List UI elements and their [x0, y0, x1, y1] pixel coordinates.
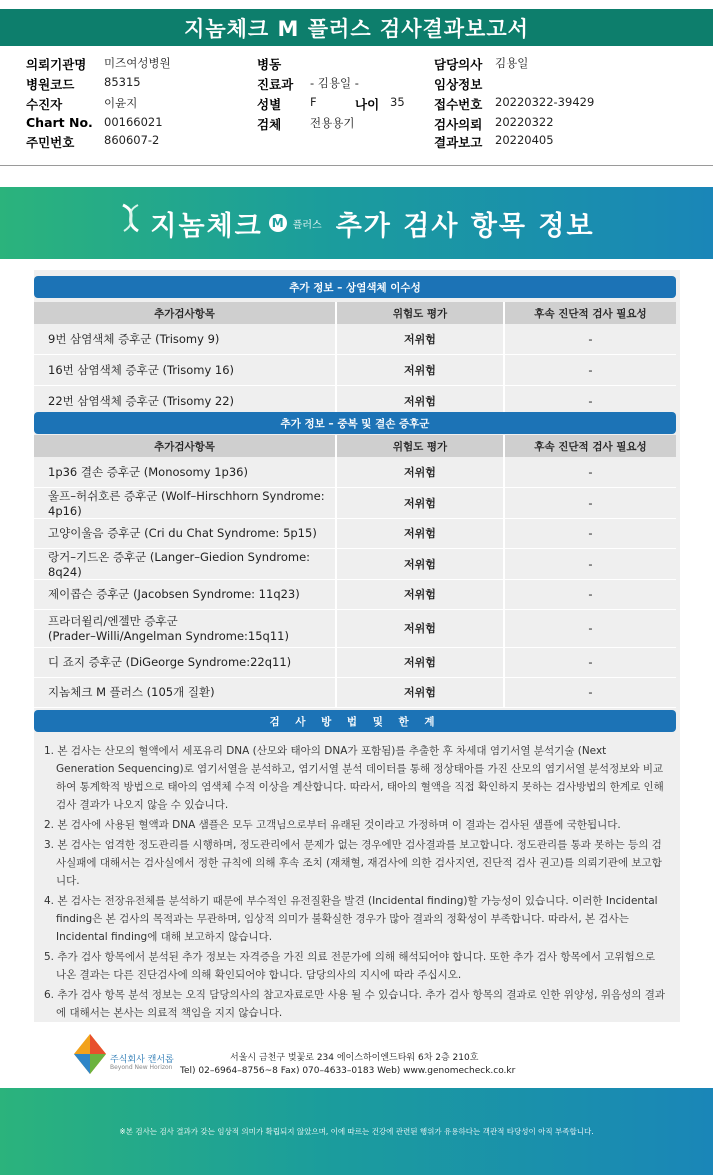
table-row: [34, 579, 676, 609]
rrn-value: 860607-2: [104, 133, 160, 147]
chart-label: Chart No.: [26, 115, 93, 130]
patient-info: [0, 52, 713, 164]
info-banner: [0, 187, 713, 259]
table-row: [34, 518, 676, 548]
col-header-followup: 후속 진단적 검사 필요성: [504, 302, 676, 324]
row-risk-value: 저위험: [336, 647, 504, 677]
genome-check-logo: [118, 203, 335, 243]
row-risk-value: 저위험: [336, 518, 504, 548]
sex-value: F: [310, 95, 317, 109]
col-header-item: 추가검사항목: [34, 302, 336, 324]
cancerrop-logo-icon: [70, 1032, 110, 1076]
methods-title: 검 사 방 법 및 한 계: [34, 710, 676, 732]
clinical-label: 임상정보: [434, 77, 483, 92]
row-item-name: 울프–허쉬호른 증후군 (Wolf–Hirschhorn Syndrome: 4p16): [34, 487, 336, 518]
patient-value: 이윤지: [104, 96, 138, 110]
hospital-code-value: 85315: [104, 75, 141, 89]
receipt-label: 접수번호: [434, 97, 483, 112]
row-followup-value: -: [504, 324, 676, 354]
col-header-item: 추가검사항목: [34, 435, 336, 457]
rrn-label: 주민번호: [26, 135, 75, 150]
row-item-name: 16번 삼염색체 증후군 (Trisomy 16): [34, 354, 336, 385]
section2-table: [34, 435, 676, 708]
specimen-label: 검체: [257, 117, 282, 132]
age-label: 나이: [355, 97, 380, 112]
row-followup-value: -: [504, 579, 676, 609]
table-row: [34, 487, 676, 518]
row-risk-value: 저위험: [336, 609, 504, 647]
row-followup-value: -: [504, 647, 676, 677]
row-risk-value: 저위험: [336, 548, 504, 579]
specimen-value: 전용용기: [310, 116, 355, 130]
section2-title: 추가 정보 – 중복 및 결손 증후군: [34, 412, 676, 434]
company-tagline: Beyond New Horizon: [110, 1064, 173, 1071]
sex-label: 성별: [257, 97, 282, 112]
row-followup-value: -: [504, 548, 676, 579]
company-contact: Tel) 02–6964–8756~8 Fax) 070–4633–0183 Web) www.genomecheck.co.kr: [180, 1066, 516, 1076]
row-risk-value: 저위험: [336, 385, 504, 416]
method-item: 2. 본 검사에 사용된 혈액과 DNA 샘플은 모두 고객님으로부터 유래된 것이라고 가정하며 이 결과는 검사된 샘플에 국한됩니다.: [44, 819, 621, 831]
table-row: [34, 457, 676, 487]
institution-value: 미즈여성병원: [104, 56, 171, 70]
dept-label: 진료과: [257, 77, 294, 92]
row-risk-value: 저위험: [336, 354, 504, 385]
col-header-risk: 위험도 평가: [336, 302, 504, 324]
row-risk-value: 저위험: [336, 677, 504, 707]
result-label: 결과보고: [434, 135, 483, 150]
row-item-name: 지놈체크 M 플러스 (105개 질환): [34, 677, 336, 707]
m-badge-icon: M: [269, 214, 287, 232]
row-followup-value: -: [504, 518, 676, 548]
table-row: [34, 324, 676, 354]
row-followup-value: -: [504, 609, 676, 647]
doctor-label: 담당의사: [434, 57, 483, 72]
table-row: [34, 677, 676, 707]
footer-bar: [0, 1088, 713, 1175]
methods-list: [44, 742, 666, 1024]
method-item: 1. 본 검사는 산모의 혈액에서 세포유리 DNA (산모와 태아의 DNA가 포함됨)를 추출한 후 차세대 염기서열 분석기술 (Next Generation Sequencing)로 염기서열을 분석하고, 염기서열 분석 데이터를 통해 정상태아를 가진 산모의 염기서열 분석정보와 비교하여 통계학적 방법으로 태아의 염색체 수적 이상을 계산합니다. 따라서, 태아의 혈액을 직접 확인하지 못하는 검사방법의 한계로 인해 검사 결과가 나오지 않을 수 있습니다.: [44, 745, 664, 811]
row-followup-value: -: [504, 457, 676, 487]
company-name: 주식회사 캔서롭: [110, 1055, 174, 1065]
request-value: 20220322: [495, 115, 554, 129]
row-item-name: 제이콥슨 증후군 (Jacobsen Syndrome: 11q23): [34, 579, 336, 609]
row-risk-value: 저위험: [336, 579, 504, 609]
result-value: 20220405: [495, 133, 554, 147]
chart-value: 00166021: [104, 115, 163, 129]
method-item: 3. 본 검사는 엄격한 정도관리를 시행하며, 정도관리에서 문제가 없는 경우에만 검사결과를 보고합니다. 정도관리를 통과 못하는 등의 검사실패에 대해서는 검사실에서 정한 규칙에 의해 후속 조치 (재채혈, 재검사에 의한 검사지연, 진단적 검사 권고)를 의뢰기관에 보고합니다.: [44, 839, 662, 887]
institution-label: 의뢰기관명: [26, 57, 87, 72]
ward-label: 병동: [257, 57, 282, 72]
row-item-name: 22번 삼염색체 증후군 (Trisomy 22): [34, 385, 336, 416]
banner-brand: 지놈체크: [150, 210, 263, 242]
col-header-risk: 위험도 평가: [336, 435, 504, 457]
row-risk-value: 저위험: [336, 457, 504, 487]
patient-label: 수진자: [26, 97, 63, 112]
row-item-name: 프라더윌리/엔젤만 증후군 (Prader–Willi/Angelman Syndrome:15q11): [34, 609, 336, 647]
banner-title: 추가 검사 항목 정보: [335, 210, 595, 242]
method-item: 4. 본 검사는 전장유전체를 분석하기 때문에 부수적인 유전질환을 발견 (Incidental finding)할 가능성이 있습니다. 이러한 Incidental finding은 본 검사의 목적과는 무관하며, 임상적 의미가 불확실한 경우가 많아 결과의 정확성이 부족합니다. 따라서, 본 검사는 Incidental finding에 대해 보고하지 않습니다.: [44, 895, 658, 943]
dept-value: - 김용일 -: [310, 76, 359, 90]
method-item: 6. 추가 검사 항목 분석 정보는 오직 담당의사의 참고자료로만 사용 될 수 있습니다. 추가 검사 항목의 결과로 인한 위양성, 위음성의 결과에 대해서는 본사는 의료적 책임을 지지 않습니다.: [44, 989, 666, 1019]
table-row: [34, 647, 676, 677]
row-risk-value: 저위험: [336, 487, 504, 518]
row-item-name: 9번 삼염색체 증후군 (Trisomy 9): [34, 324, 336, 354]
method-item: 5. 추가 검사 항목에서 분석된 추가 정보는 자격증을 가진 의료 전문가에 의해 해석되어야 합니다. 또한 추가 검사 항목에서 고위험으로 나온 결과는 다른 진단검사에 의해 확인되어야 합니다. 담당의사의 지시에 따라 주십시오.: [44, 951, 656, 981]
row-followup-value: -: [504, 385, 676, 416]
col-header-followup: 후속 진단적 검사 필요성: [504, 435, 676, 457]
doctor-value: 김용일: [495, 56, 529, 70]
row-followup-value: -: [504, 354, 676, 385]
report-title: 지놈체크 M 플러스 검사결과보고서: [0, 9, 713, 46]
footer-note: ※본 검사는 검사 결과가 갖는 임상적 의미가 확립되지 않았으며, 이에 따르는 건강에 관련된 행위가 유용하다는 객관적 타당성이 아직 부족합니다.: [119, 1127, 594, 1136]
table-row: [34, 354, 676, 385]
section1-table: [34, 302, 676, 417]
banner-plus: 플러스: [292, 219, 322, 231]
company-address: 서울시 금천구 벚꽃로 234 에이스하이엔드타워 6차 2층 210호: [230, 1053, 479, 1063]
request-label: 검사의뢰: [434, 117, 483, 132]
header-divider: [0, 165, 713, 166]
section1-title: 추가 정보 – 상염색체 이수성: [34, 276, 676, 298]
row-item-name: 랑거–기드온 증후군 (Langer–Giedion Syndrome: 8q24): [34, 548, 336, 579]
row-item-name: 디 죠지 증후군 (DiGeorge Syndrome:22q11): [34, 647, 336, 677]
dna-helix-icon: [118, 203, 144, 243]
row-risk-value: 저위험: [336, 324, 504, 354]
row-item-name: 고양이울음 증후군 (Cri du Chat Syndrome: 5p15): [34, 518, 336, 548]
receipt-value: 20220322-39429: [495, 95, 595, 109]
table-row: [34, 609, 676, 647]
age-value: 35: [390, 95, 405, 109]
row-followup-value: -: [504, 677, 676, 707]
row-followup-value: -: [504, 487, 676, 518]
table-row: [34, 548, 676, 579]
row-item-name: 1p36 결손 증후군 (Monosomy 1p36): [34, 457, 336, 487]
hospital-code-label: 병원코드: [26, 77, 75, 92]
